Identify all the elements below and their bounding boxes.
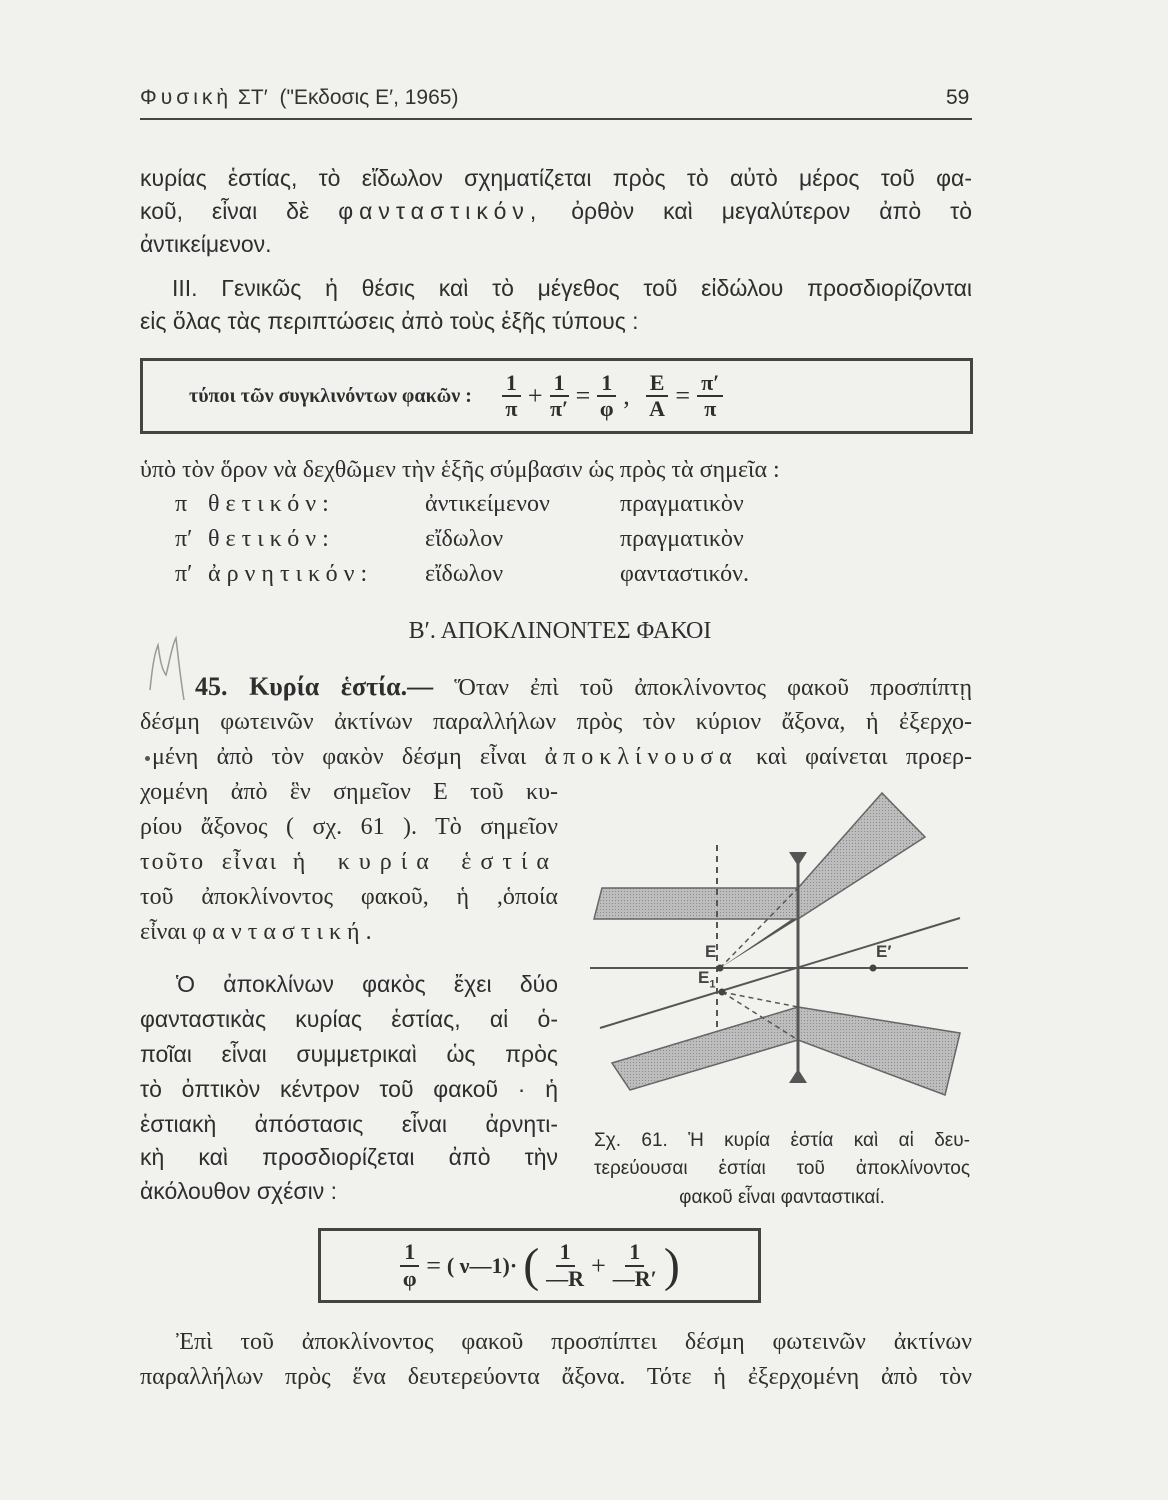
text-line: κὴ καὶ προσδιορίζεται ἀπὸ τὴν bbox=[140, 1144, 558, 1170]
focus-label-E-prime: Ε′ bbox=[876, 942, 892, 961]
text-segment: εἶναι bbox=[140, 919, 187, 945]
text-line: ποῖαι εἶναι συμμετρικαὶ ὡς πρὸς bbox=[140, 1041, 558, 1067]
table-cell-symbol: π′ bbox=[175, 561, 193, 587]
page-number: 59 bbox=[946, 86, 970, 109]
paren: ) bbox=[663, 1239, 680, 1292]
focus-label-E: Ε bbox=[705, 942, 717, 961]
numerator: π′ bbox=[697, 371, 723, 397]
operator: + bbox=[527, 381, 543, 410]
text-segment: ὀρθὸν καὶ μεγαλύτερον ἀπὸ τὸ bbox=[571, 198, 973, 224]
table-cell-kind: πραγματικὸν bbox=[620, 526, 744, 552]
text-line: Ἐπὶ τοῦ ἀποκλίνοντος φακοῦ προσπίπτει δέσμη φωτεινῶν ἀκτίνων bbox=[176, 1329, 972, 1355]
denominator: π′ bbox=[549, 396, 569, 421]
focal-length-formula-box bbox=[318, 1228, 761, 1303]
denominator: φ bbox=[402, 1265, 417, 1291]
table-cell-sign: θετικόν: bbox=[208, 491, 335, 517]
table-cell-symbol: π bbox=[175, 491, 188, 517]
figure-caption-line: τερεύουσαι ἑστίαι τοῦ ἀποκλίνοντος bbox=[594, 1158, 970, 1179]
fraction bbox=[546, 1240, 584, 1290]
subsection-heading: 45. Κυρία ἑστία.— bbox=[195, 672, 434, 701]
text-segment: καὶ φαίνεται προερ- bbox=[755, 744, 972, 770]
denominator: —R bbox=[546, 1265, 585, 1291]
text-line: τοῦ ἀποκλίνοντος φακοῦ, ἡ ,ὁποία bbox=[140, 884, 558, 910]
table-cell-sign: θετικόν: bbox=[208, 526, 335, 552]
table-cell-kind: πραγματικὸν bbox=[620, 491, 744, 517]
operator: = bbox=[575, 381, 591, 410]
text-line: εἰς ὅλας τὰς περιπτώσεις ἀπὸ τοὺς ἑξῆς τύπους : bbox=[140, 308, 639, 334]
denominator: π bbox=[704, 396, 717, 421]
label-text: Ε bbox=[698, 968, 710, 987]
text-line: δέσμη φωτεινῶν ἀκτίνων παραλλήλων πρὸς τὸν κύριον ἄξονα, ἡ ἐξερχο- bbox=[140, 709, 972, 735]
numerator: 1 bbox=[556, 1240, 575, 1266]
emergent-beam-upper bbox=[798, 793, 925, 919]
edition: ("Εκδοσις Ε′, 1965) bbox=[279, 86, 459, 109]
numerator: 1 bbox=[550, 371, 569, 397]
numerator: 1 bbox=[625, 1240, 644, 1266]
incident-beam-lower bbox=[612, 1007, 798, 1090]
text-line: ἑστιακὴ ἀπόστασις εἶναι ἀρνητι- bbox=[140, 1111, 558, 1137]
fraction bbox=[613, 1240, 657, 1290]
figure-caption-line: Σχ. 61. Ἡ κυρία ἑστία καὶ αἱ δευ- bbox=[594, 1130, 970, 1151]
text-line: ρίου ἄξονος ( σχ. 61 ). Τὸ σημεῖον bbox=[140, 814, 558, 840]
lens-top-cap bbox=[789, 852, 807, 866]
factor: ( ν—1)· bbox=[446, 1252, 518, 1278]
text-line: ὑπὸ τὸν ὅρον νὰ δεχθῶμεν τὴν ἑξῆς σύμβασιν ὡς πρὸς τὰ σημεῖα : bbox=[140, 457, 780, 483]
table-cell-symbol: π′ bbox=[175, 526, 193, 552]
denominator: —R′ bbox=[612, 1265, 657, 1291]
focus-label-E1 bbox=[698, 968, 715, 990]
label-subscript: 1 bbox=[709, 978, 716, 991]
fraction bbox=[400, 1240, 419, 1290]
table-cell-what: εἴδωλον bbox=[425, 561, 504, 587]
text-line: παραλλήλων πρὸς ἕνα δευτερεύοντα ἄξονα. Τότε ἡ ἐξερχομένη ἀπὸ τὸν bbox=[140, 1364, 972, 1390]
text-line: ἀντικείμενον. bbox=[140, 231, 272, 257]
section-title: Β′. ΑΠΟΚΛΙΝΟΝΤΕΣ ΦΑΚΟΙ bbox=[408, 618, 712, 644]
text-line: τὸ ὀπτικὸν κέντρον τοῦ φακοῦ · ἡ bbox=[140, 1076, 558, 1102]
table-cell-sign: ἀρνητικόν: bbox=[208, 561, 374, 587]
emphasis: ἀποκλίνουσα bbox=[544, 744, 738, 770]
table-cell-what: εἴδωλον bbox=[425, 526, 504, 552]
denominator: π bbox=[505, 396, 518, 421]
denominator: Α bbox=[649, 396, 666, 421]
text-line: χομένη ἀπὸ ἓν σημεῖον Ε τοῦ κυ- bbox=[140, 779, 558, 805]
text-line: III. Γενικῶς ἡ θέσις καὶ τὸ μέγεθος τοῦ εἰδώλου προσδιορίζονται bbox=[172, 275, 972, 301]
emphasis: φανταστική. bbox=[192, 919, 378, 945]
emphasis: ἡ κυρία ἑστία bbox=[292, 849, 558, 875]
lens-bottom-cap bbox=[789, 1069, 807, 1083]
text-segment: κοῦ, εἶναι δὲ bbox=[140, 198, 310, 224]
book-title: Φυσικὴ bbox=[140, 86, 233, 109]
virtual-cone bbox=[720, 919, 798, 968]
operator: = bbox=[675, 381, 691, 410]
operator: + bbox=[591, 1250, 606, 1280]
text-line: φανταστικὰς κυρίας ἑστίας, αἱ ὁ- bbox=[140, 1006, 558, 1032]
text-segment: μένη ἀπὸ τὸν φακὸν δέσμη εἶναι bbox=[152, 744, 527, 770]
formula-label: τύποι τῶν συγκλινόντων φακῶν : bbox=[189, 384, 472, 407]
emphasis: φανταστικόν, bbox=[338, 198, 543, 224]
secondary-axis bbox=[600, 918, 960, 1028]
text-line: κυρίας ἑστίας, τὸ εἴδωλον σχηματίζεται πρὸς τὸ αὐτὸ μέρος τοῦ φα- bbox=[140, 165, 972, 191]
numerator: 1 bbox=[502, 371, 521, 397]
text-line: ἀκόλουθον σχέσιν : bbox=[140, 1178, 337, 1204]
incident-beam-upper bbox=[594, 888, 798, 919]
numerator: Ε bbox=[646, 371, 669, 397]
operator: , bbox=[623, 381, 630, 410]
figure-caption-line: φακοῦ εἶναι φανταστικαί. bbox=[679, 1187, 885, 1208]
emergent-beam-lower bbox=[798, 1007, 960, 1095]
numerator: 1 bbox=[400, 1240, 419, 1266]
text-segment: Ὅταν ἐπὶ τοῦ ἀποκλίνοντος φακοῦ προσπίπτῃ bbox=[454, 675, 973, 701]
table-cell-kind: φανταστικόν. bbox=[620, 561, 749, 587]
numerator: 1 bbox=[597, 371, 616, 397]
paren: ( bbox=[523, 1239, 540, 1292]
denominator: φ bbox=[599, 396, 614, 421]
table-cell-what: ἀντικείμενον bbox=[425, 491, 550, 517]
operator: = bbox=[426, 1250, 441, 1280]
book-class: ΣΤ′ bbox=[237, 86, 268, 109]
text-segment: τοῦτο εἶναι bbox=[140, 849, 279, 875]
text-line: Ὁ ἀποκλίνων φακὸς ἔχει δύο bbox=[176, 971, 558, 997]
